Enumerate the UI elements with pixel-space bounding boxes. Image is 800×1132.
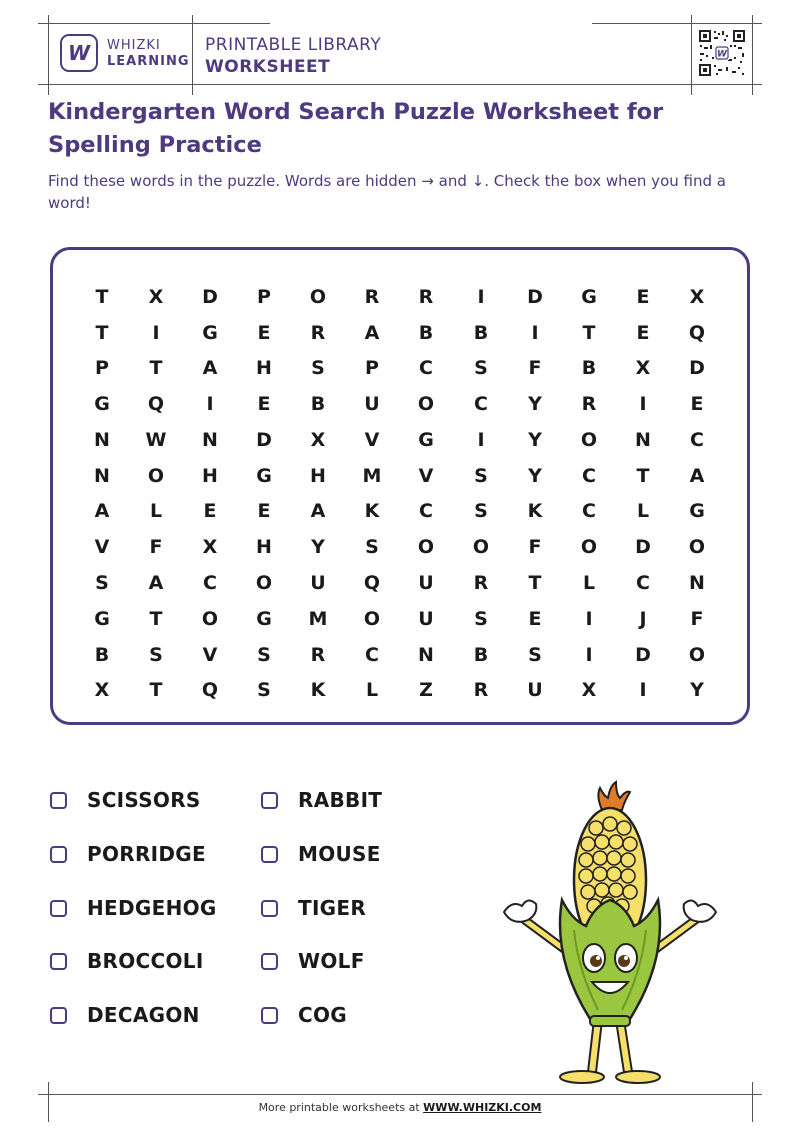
word-checkbox[interactable] (261, 792, 278, 809)
grid-letter[interactable]: S (474, 500, 488, 522)
grid-letter[interactable]: Y (690, 679, 704, 701)
grid-letter[interactable]: E (528, 608, 542, 630)
word-list-item (50, 896, 217, 920)
grid-letter[interactable]: O (363, 608, 381, 630)
grid-letter[interactable]: O (688, 644, 706, 666)
word-list-item (261, 1003, 347, 1027)
grid-letter[interactable]: R (310, 644, 326, 666)
header-divider-right (691, 15, 692, 95)
grid-letter[interactable]: B (94, 644, 110, 666)
word-label: PORRIDGE (87, 842, 206, 866)
word-checkbox[interactable] (50, 1007, 67, 1024)
grid-letter[interactable]: D (527, 286, 543, 308)
word-checkbox[interactable] (50, 953, 67, 970)
grid-letter[interactable]: W (145, 429, 167, 451)
grid-letter[interactable]: N (635, 429, 651, 451)
grid-letter[interactable]: R (473, 572, 489, 594)
grid-letter[interactable]: Y (528, 429, 542, 451)
grid-letter[interactable]: Q (688, 322, 706, 344)
grid-letter[interactable]: L (365, 679, 379, 701)
grid-letter[interactable]: S (95, 572, 109, 594)
grid-letter[interactable]: V (364, 429, 380, 451)
grid-letter[interactable]: T (582, 322, 596, 344)
grid-letter[interactable]: D (635, 644, 651, 666)
grid-letter[interactable]: T (149, 679, 163, 701)
grid-letter[interactable]: C (203, 572, 217, 594)
word-checkbox[interactable] (261, 846, 278, 863)
grid-letter[interactable]: E (257, 393, 271, 415)
word-label: BROCCOLI (87, 949, 204, 973)
grid-letter[interactable]: C (419, 500, 433, 522)
grid-letter[interactable]: G (581, 286, 597, 308)
grid-letter[interactable]: Q (147, 393, 165, 415)
grid-letter[interactable]: O (417, 536, 435, 558)
grid-letter[interactable]: H (202, 465, 218, 487)
header-divider-left (48, 15, 49, 95)
grid-letter[interactable]: O (580, 429, 598, 451)
brand-name-bottom: LEARNING (107, 54, 190, 69)
grid-letter[interactable]: Y (528, 393, 542, 415)
grid-letter[interactable]: U (310, 572, 326, 594)
grid-letter[interactable]: H (310, 465, 326, 487)
grid-letter[interactable]: S (528, 644, 542, 666)
grid-letter[interactable]: S (311, 357, 325, 379)
header-divider-middle (192, 15, 193, 95)
grid-letter[interactable]: A (148, 572, 164, 594)
grid-letter[interactable]: X (202, 536, 218, 558)
grid-letter[interactable]: C (690, 429, 704, 451)
grid-letter[interactable]: S (257, 644, 271, 666)
grid-letter[interactable]: O (580, 536, 598, 558)
grid-letter[interactable]: T (636, 465, 650, 487)
footer-link[interactable]: WWW.WHIZKI.COM (423, 1101, 542, 1114)
grid-letter[interactable]: P (95, 357, 109, 379)
grid-letter[interactable]: I (477, 286, 485, 308)
header-line-top-right (592, 23, 762, 24)
word-list-item (50, 842, 206, 866)
word-checkbox[interactable] (50, 846, 67, 863)
word-label: DECAGON (87, 1003, 200, 1027)
grid-letter[interactable]: E (257, 322, 271, 344)
grid-letter[interactable]: M (362, 465, 382, 487)
footer-text (0, 1101, 800, 1114)
footer-line (38, 1094, 762, 1095)
logo-icon: W (60, 34, 98, 72)
grid-letter[interactable]: C (365, 644, 379, 666)
grid-letter[interactable]: P (365, 357, 379, 379)
grid-letter[interactable]: Q (201, 679, 219, 701)
grid-letter[interactable]: H (256, 357, 272, 379)
grid-letter[interactable]: P (257, 286, 271, 308)
grid-letter[interactable]: U (418, 608, 434, 630)
grid-letter[interactable]: G (256, 465, 272, 487)
footer-prefix: More printable worksheets at (258, 1101, 424, 1114)
grid-letter[interactable]: I (639, 679, 647, 701)
grid-letter[interactable]: S (474, 465, 488, 487)
word-checkbox[interactable] (50, 792, 67, 809)
grid-letter[interactable]: L (582, 572, 596, 594)
word-checkbox[interactable] (261, 900, 278, 917)
grid-letter[interactable]: G (689, 500, 705, 522)
grid-letter[interactable]: B (581, 357, 597, 379)
grid-letter[interactable]: C (582, 500, 596, 522)
grid-letter[interactable]: U (364, 393, 380, 415)
grid-letter[interactable]: I (585, 644, 593, 666)
grid-letter[interactable]: R (581, 393, 597, 415)
grid-letter[interactable]: X (581, 679, 597, 701)
library-label: PRINTABLE LIBRARY (205, 35, 382, 55)
grid-letter[interactable]: N (94, 465, 110, 487)
grid-letter[interactable]: K (364, 500, 380, 522)
grid-letter[interactable]: T (149, 608, 163, 630)
grid-letter[interactable]: E (257, 500, 271, 522)
grid-letter[interactable]: T (95, 286, 109, 308)
grid-letter[interactable]: A (94, 500, 110, 522)
grid-letter[interactable]: G (94, 393, 110, 415)
word-list-item (50, 788, 201, 812)
grid-letter[interactable]: O (255, 572, 273, 594)
grid-letter[interactable]: U (418, 572, 434, 594)
grid-letter[interactable]: A (310, 500, 326, 522)
grid-letter[interactable]: K (310, 679, 326, 701)
grid-letter[interactable]: E (636, 286, 650, 308)
grid-letter[interactable]: G (202, 322, 218, 344)
grid-letter[interactable]: O (472, 536, 490, 558)
word-label: WOLF (298, 949, 365, 973)
grid-letter[interactable]: A (202, 357, 218, 379)
word-list-item (261, 896, 366, 920)
grid-letter[interactable]: A (689, 465, 705, 487)
grid-letter[interactable]: X (148, 286, 164, 308)
grid-letter[interactable]: X (689, 286, 705, 308)
instructions: Find these words in the puzzle. Words are hidden → and ↓. Check the box when you find a word! (48, 172, 726, 212)
grid-letter[interactable]: X (310, 429, 326, 451)
grid-letter[interactable]: B (310, 393, 326, 415)
grid-letter[interactable]: G (256, 608, 272, 630)
grid-letter[interactable]: V (94, 536, 110, 558)
grid-letter[interactable]: U (527, 679, 543, 701)
word-list-item (261, 842, 381, 866)
word-list-item (50, 1003, 200, 1027)
grid-letter[interactable]: D (256, 429, 272, 451)
grid-letter[interactable]: T (95, 322, 109, 344)
word-label: RABBIT (298, 788, 383, 812)
grid-letter[interactable]: F (528, 536, 542, 558)
grid-letter[interactable]: G (94, 608, 110, 630)
brand-name-top: WHIZKI (107, 38, 161, 53)
qr-code-icon (698, 29, 746, 77)
page-title: Kindergarten Word Search Puzzle Worksheet for Spelling Practice (48, 99, 664, 158)
corn-mascot-illustration (490, 780, 735, 1090)
grid-letter[interactable]: X (94, 679, 110, 701)
grid-letter[interactable]: O (147, 465, 165, 487)
grid-letter[interactable]: N (202, 429, 218, 451)
grid-letter[interactable]: Y (311, 536, 325, 558)
grid-letter[interactable]: Q (363, 572, 381, 594)
word-list-item (261, 788, 382, 812)
grid-letter[interactable]: L (636, 500, 650, 522)
grid-letter[interactable]: I (152, 322, 160, 344)
grid-letter[interactable]: R (473, 679, 489, 701)
word-label: COG (298, 1003, 347, 1027)
grid-letter[interactable]: N (689, 572, 705, 594)
word-label: HEDGEHOG (87, 896, 217, 920)
grid-letter[interactable]: O (309, 286, 327, 308)
grid-letter[interactable]: I (477, 429, 485, 451)
grid-letter[interactable]: H (256, 536, 272, 558)
worksheet-label: WORKSHEET (205, 57, 331, 77)
grid-letter[interactable]: B (473, 322, 489, 344)
svg-text:W: W (717, 49, 727, 60)
grid-letter[interactable]: D (202, 286, 218, 308)
grid-letter[interactable]: I (206, 393, 214, 415)
grid-letter[interactable]: G (418, 429, 434, 451)
grid-letter[interactable]: K (527, 500, 543, 522)
grid-letter[interactable]: X (635, 357, 651, 379)
grid-letter[interactable]: I (639, 393, 647, 415)
grid-letter[interactable]: R (418, 286, 434, 308)
grid-letter[interactable]: I (531, 322, 539, 344)
grid-letter[interactable]: O (201, 608, 219, 630)
grid-letter[interactable]: E (203, 500, 217, 522)
grid-letter[interactable]: V (202, 644, 218, 666)
grid-letter[interactable]: S (149, 644, 163, 666)
grid-letter[interactable]: C (636, 572, 650, 594)
word-label: MOUSE (298, 842, 381, 866)
grid-letter[interactable]: C (474, 393, 488, 415)
grid-letter[interactable]: S (474, 608, 488, 630)
grid-letter[interactable]: N (418, 644, 434, 666)
grid-letter[interactable]: T (149, 357, 163, 379)
header-divider-far-right (752, 15, 753, 95)
grid-letter[interactable]: F (690, 608, 704, 630)
header-line-bottom (38, 84, 762, 85)
grid-letter[interactable]: F (528, 357, 542, 379)
grid-letter[interactable]: I (585, 608, 593, 630)
word-list-item (261, 949, 365, 973)
word-label: TIGER (298, 896, 367, 920)
word-checkbox[interactable] (261, 1007, 278, 1024)
grid-letter[interactable]: C (582, 465, 596, 487)
grid-letter[interactable]: J (639, 608, 647, 630)
grid-letter[interactable]: R (310, 322, 326, 344)
grid-letter[interactable]: F (149, 536, 163, 558)
grid-letter[interactable]: T (528, 572, 542, 594)
grid-letter[interactable]: S (474, 357, 488, 379)
grid-letter[interactable]: B (473, 644, 489, 666)
grid-letter[interactable]: D (635, 536, 651, 558)
grid-letter[interactable]: N (94, 429, 110, 451)
word-label: SCISSORS (87, 788, 201, 812)
word-list-item (50, 949, 204, 973)
word-checkbox[interactable] (50, 900, 67, 917)
grid-letter[interactable]: M (308, 608, 328, 630)
grid-letter[interactable]: S (365, 536, 379, 558)
grid-letter[interactable]: E (636, 322, 650, 344)
word-checkbox[interactable] (261, 953, 278, 970)
header-line-top (38, 23, 270, 24)
grid-letter[interactable]: V (418, 465, 434, 487)
grid-letter[interactable]: A (364, 322, 380, 344)
grid-letter[interactable]: O (417, 393, 435, 415)
grid-letter[interactable]: C (419, 357, 433, 379)
grid-letter[interactable]: D (689, 357, 705, 379)
grid-letter[interactable]: O (688, 536, 706, 558)
grid-letter[interactable]: Z (419, 679, 433, 701)
grid-letter[interactable]: R (364, 286, 380, 308)
grid-letter[interactable]: L (149, 500, 163, 522)
grid-letter[interactable]: Y (528, 465, 542, 487)
grid-letter[interactable]: E (690, 393, 704, 415)
grid-letter[interactable]: B (418, 322, 434, 344)
grid-letter[interactable]: S (257, 679, 271, 701)
